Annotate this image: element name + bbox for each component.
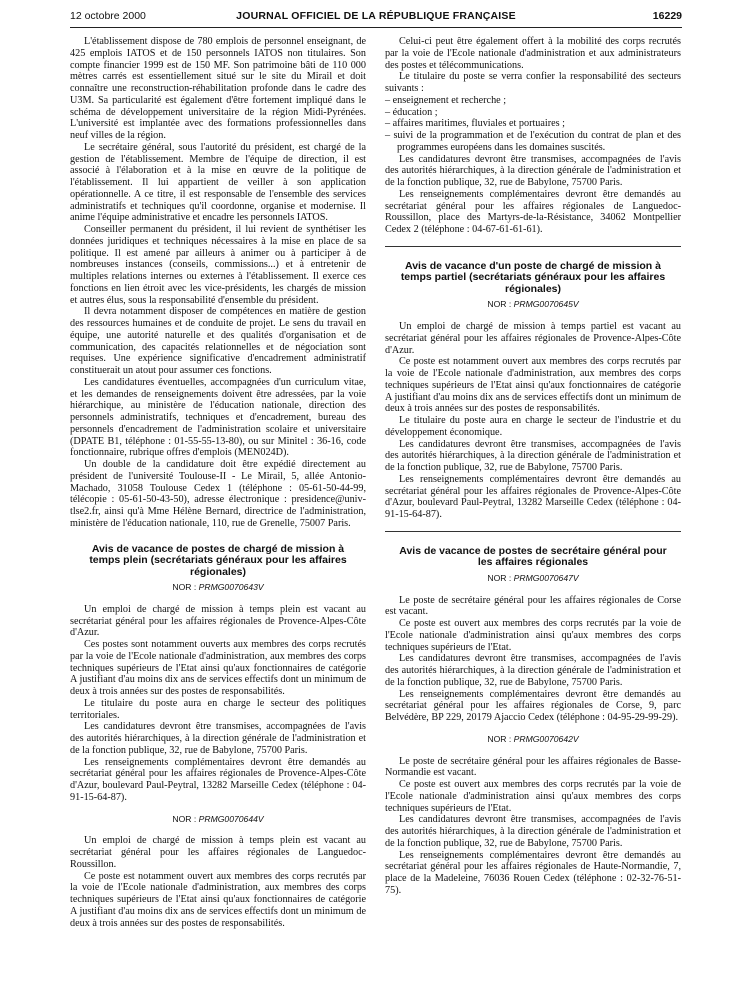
list-item: – affaires maritimes, fluviales et portuaires ;: [385, 118, 566, 130]
paragraph: Il devra notamment disposer de compétences en matière de gestion des ressources humaines et de conduite de projet. Le sens du travail en équipe, une autorité naturelle et des qualités d'organisation et de communication, des capacités relationnelles et de négociation sont requises. Une expérience significative d'encadrement administratif constituerait un atout pour assumer ces fonctions.: [70, 306, 366, 376]
nor-reference: NOR : PRMG0070647V: [487, 572, 579, 583]
paragraph: Le titulaire du poste aura en charge le secteur des politiques territoriales.: [70, 697, 366, 721]
notice-title: Avis de vacance de postes de secrétaire général pour les affaires régionales: [399, 544, 667, 569]
notice-basse-normandie: [385, 724, 681, 897]
paragraph: Les candidatures devront être transmises, accompagnées de l'avis des autorités hiérarchiques, à la direction générale de l'administration et de la fonction publique, 32, rue de Babylone, 75700 Paris.: [385, 153, 681, 188]
paragraph: Les renseignements complémentaires devront être demandés au secrétariat général pour les affaires régionales de Corse, 9, parc Belvédère, BP 229, 20179 Ajaccio Cedex (téléphone : 04-95-29-99-29).: [385, 688, 681, 723]
nor-reference: NOR : PRMG0070642V: [487, 733, 579, 744]
notice-temps-partiel: [385, 261, 681, 532]
paragraph: Les candidatures devront être transmises, accompagnées de l'avis des autorités hiérarchiques, à la direction générale de l'administration et de la fonction publique, 32, rue de Babylone, 75700 Paris.: [385, 653, 681, 688]
section-divider: [385, 246, 681, 247]
paragraph: Ce poste est notamment ouvert aux membres des corps recrutés par la voie de l'Ecole nationale d'administration, aux membres des corps techniques supérieurs de l'Etat ainsi qu'aux fonctionnaires de catégorie A justifiant d'au moins dix ans de services effectifs dont un minimum de deux à trois années sur des postes de responsabilités.: [70, 870, 366, 929]
paragraph: Celui-ci peut être également offert à la mobilité des corps recrutés par la voie de l'Ecole nationale d'administration et aux administrateurs des postes et télécommunications.: [385, 36, 681, 71]
paragraph: Un emploi de chargé de mission à temps plein est vacant au secrétariat général pour les affaires régionales de Languedoc-Roussillon.: [70, 835, 366, 870]
nor-reference: NOR : PRMG0070643V: [172, 582, 264, 592]
paragraph: Les candidatures éventuelles, accompagnées d'un curriculum vitae, et les demandes de renseignements doivent être adressées, par la voie hiérarchique, au ministère de l'éducation nationale, direction des personnels administratifs, techniques et d'encadrement, bureau des personnels d'encadrement de l'administration scolaire et universitaire (DPATE B1, téléphone : 01-55-55-13-80), ou sur Minitel : 36-16, code fonctionnaire, rubrique offres d'emplois (MEN024D).: [70, 376, 366, 459]
paragraph: Un emploi de chargé de mission à temps partiel est vacant au secrétariat général pour les affaires régionales de Provence-Alpes-Côte d'Azur.: [385, 321, 681, 356]
section-divider: [385, 531, 681, 532]
paragraph: Le secrétaire général, sous l'autorité du président, est chargé de la gestion de l'établissement. Membre de l'équipe de direction, il est associé à l'élaboration et à la mise en œuvre de la politique de l'établissement. Il lui appartient de veiller à son application opérationnelle. A ce titre, il est responsable de l'ensemble des services administratifs et techniques qu'il coordonne, organise et modernise. Il anime l'équipe administrative et encadre les personnels IATOS.: [70, 141, 366, 224]
header-rule: [70, 27, 682, 28]
paragraph: L'établissement dispose de 780 emplois de personnel enseignant, de 425 emplois IATOS et de 150 personnels IATOS non titulaires. Son compte financier 1999 est de 150 MF. Son patrimoine bâti de 110 000 mètres carrés est essentiellement situé sur le site du Mirail et doit connaître une reconstruction-réhabilitation profonde dans le cadre des U3M. Sa particularité est également d'être fortement impliqué dans le schéma de développement universitaire de la région Midi-Pyrénées. L'université est implantée avec des formations professionnelles dans neuf villes de la région.: [70, 36, 366, 141]
paragraph: Ce poste est ouvert aux membres des corps recrutés par la voie de l'Ecole nationale d'administration ainsi qu'aux membres des corps techniques supérieurs de l'Etat.: [385, 779, 681, 814]
notice-title: Avis de vacance d'un poste de chargé de mission à temps partiel (secrétariats généraux pour les affaires régionales): [400, 259, 666, 295]
paragraph: Le titulaire du poste aura en charge le secteur de l'industrie et du développement économique.: [385, 415, 681, 438]
intro-section: [70, 36, 366, 530]
page-header: [70, 10, 682, 26]
header-date: 12 octobre 2000: [70, 10, 146, 22]
paragraph: Les renseignements complémentaires devront être demandés au secrétariat général pour les affaires régionales de Haute-Normandie, 7, place de la Madeleine, 76036 Rouen Cedex (téléphone : 02-32-76-51-75).: [385, 849, 681, 896]
paragraph: Les candidatures devront être transmises, accompagnées de l'avis des autorités hiérarchiques, à la direction générale de l'administration et de la fonction publique, 32, rue de Babylone, 75700 Paris.: [70, 721, 366, 756]
nor-reference: NOR : PRMG0070644V: [172, 813, 264, 824]
list-item: – enseignement et recherche ;: [385, 94, 507, 106]
paragraph: Les renseignements complémentaires devront être demandés au secrétariat général pour les affaires régionales de Provence-Alpes-Côte d'Azur, boulevard Paul-Peytral, 13282 Marseille Cedex (téléphone : 04-91-15-64-87).: [70, 756, 366, 803]
paragraph: Ces postes sont notamment ouverts aux membres des corps recrutés par la voie de l'Ecole nationale d'administration, aux membres des corps techniques supérieurs de l'Etat ainsi qu'aux fonctionnaires de catégorie A justifiant d'au moins dix ans de services effectifs dont un minimum de deux à trois années sur des postes de responsabilités.: [70, 639, 366, 697]
paragraph: Un emploi de chargé de mission à temps plein est vacant au secrétariat général pour les affaires régionales de Provence-Alpes-Côte d'Azur.: [70, 603, 366, 639]
list-item: – suivi de la programmation et de l'exécution du contrat de plan et des programmes européens dans les domaines suscités.: [385, 130, 681, 153]
notice-secretaire-general: [385, 546, 681, 724]
notice-chargé-mission-plein: [70, 544, 366, 804]
paragraph: Conseiller permanent du président, il lui revient de synthétiser les données juridiques et techniques nécessaires à la mise en place de sa politique. Il est amené par ailleurs à animer ou à participer à de nombreuses instances (conseils, commissions...) et à entretenir de multiples relations internes ou externes à l'établissement. Il exerce ces fonctions en lien étroit avec les vice-présidents, les chargés de mission et autres élus, sous la responsabilité d'ensemble du président.: [70, 224, 366, 306]
paragraph: Les candidatures devront être transmises, accompagnées de l'avis des autorités hiérarchiques, à la direction générale de l'administration et de la fonction publique, 32, rue de Babylone, 75700 Paris.: [385, 438, 681, 473]
notice-languedoc: [70, 804, 366, 930]
paragraph: Les candidatures devront être transmises, accompagnées de l'avis des autorités hiérarchiques, à la direction générale de l'administration et de la fonction publique, 32, rue de Babylone, 75700 Paris.: [385, 814, 681, 849]
list-item: – éducation ;: [385, 106, 438, 118]
paragraph: Les renseignements complémentaires devront être demandés au secrétariat général pour les affaires régionales de Provence-Alpes-Côte d'Azur, boulevard Paul-Peytral, 13282 Marseille Cedex (téléphone : 04-91-15-64-87).: [385, 473, 681, 520]
paragraph: Ce poste est ouvert aux membres des corps recrutés par la voie de l'Ecole nationale d'administration ainsi qu'aux membres des corps techniques supérieurs de l'Etat.: [385, 618, 681, 653]
paragraph: Le poste de secrétaire général pour les affaires régionales de Basse-Normandie est vacant.: [385, 755, 681, 779]
paragraph: Le poste de secrétaire général pour les affaires régionales de Corse est vacant.: [385, 594, 681, 618]
nor-reference: NOR : PRMG0070645V: [487, 299, 579, 310]
paragraph: Le titulaire du poste se verra confier la responsabilité des secteurs suivants :: [385, 71, 681, 94]
page-number: 16229: [652, 10, 682, 22]
paragraph: Un double de la candidature doit être expédié directement au président de l'université Toulouse-II - Le Mirail, 5, allée Antonio-Machado, 31058 Toulouse Cedex 1 (téléphone : 05-61-50-44-99, télécopie : 05-61-50-43-50), adresse électronique : presidence@univ-tlse2.fr, ainsi qu'à Mme Hélène Bernard, directrice de l'administration, ministère de l'éducation nationale, 110, rue de Grenelle, 75007 Paris.: [70, 459, 366, 529]
left-column: [70, 36, 366, 929]
paragraph: Ce poste est notamment ouvert aux membres des corps recrutés par la voie de l'Ecole nationale d'administration, aux membres des corps techniques supérieurs de l'Etat ainsi qu'aux fonctionnaires de catégorie A justifiant d'au moins dix ans de services effectifs dont un minimum de deux à trois années sur des postes de responsabilités.: [385, 356, 681, 415]
journal-title: JOURNAL OFFICIEL DE LA RÉPUBLIQUE FRANÇAISE: [236, 10, 516, 22]
continuation-section: [385, 36, 681, 247]
notice-title: Avis de vacance de postes de chargé de mission à temps plein (secrétariats généraux pour les affaires régionales): [89, 542, 347, 578]
paragraph: Les renseignements complémentaires devront être demandés au secrétariat général pour les affaires régionales de Languedoc-Roussillon, place des Martyrs-de-la-Résistance, 34062 Montpellier Cedex 2 (téléphone : 04-67-61-61-61).: [385, 188, 681, 235]
right-column: [385, 36, 681, 897]
sector-list: [385, 95, 681, 154]
